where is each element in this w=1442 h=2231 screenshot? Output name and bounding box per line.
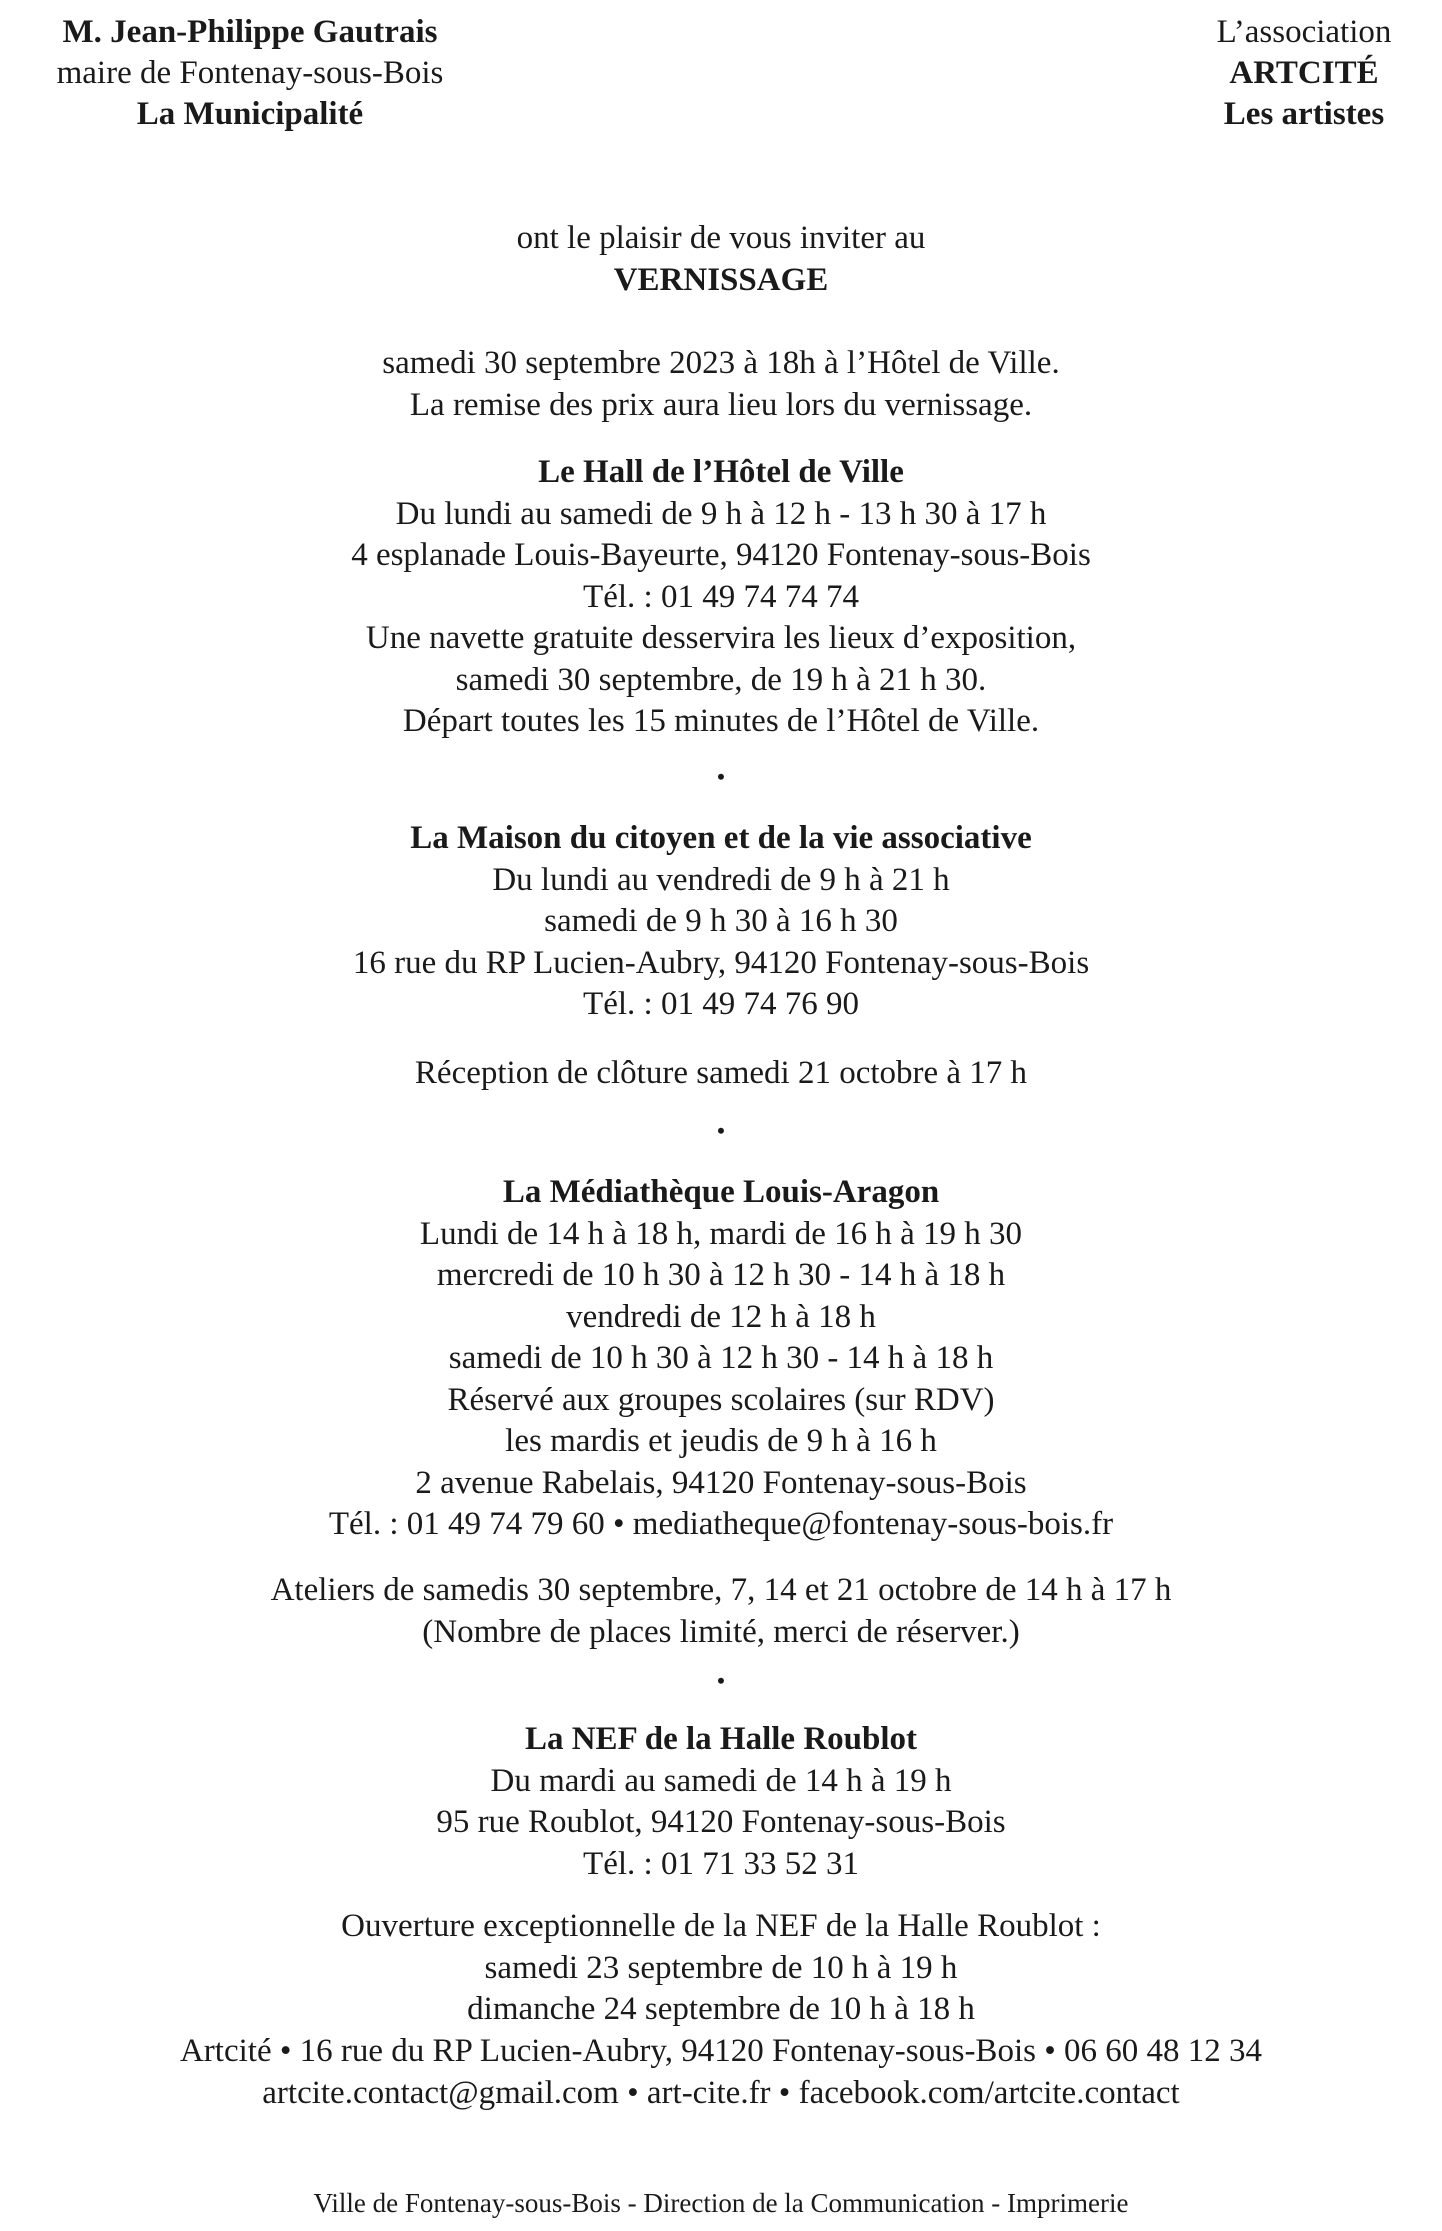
- shuttle-line-2: samedi 30 septembre, de 19 h à 21 h 30.: [455, 661, 987, 698]
- footer-credit: [0, 2183, 1442, 2225]
- nef-section: [0, 1719, 1442, 1885]
- mediatheque-hours-1: Lundi de 14 h à 18 h, mardi de 16 h à 19 h 30: [419, 1215, 1023, 1252]
- separator-dot: •: [717, 1668, 725, 1693]
- association-name: ARTCITÉ: [1229, 55, 1379, 91]
- nef-title: La NEF de la Halle Roublot: [524, 1721, 918, 1757]
- invite-line: ont le plaisir de vous inviter au: [516, 220, 926, 256]
- date-line: samedi 30 septembre 2023 à 18h à l’Hôtel de Ville.: [382, 345, 1060, 381]
- workshops: [0, 1570, 1442, 1653]
- header-right: [1194, 12, 1414, 135]
- mediatheque-contact: Tél. : 01 49 74 79 60 • mediatheque@fontenay-sous-bois.fr: [328, 1506, 1114, 1542]
- closing-reception: [0, 1053, 1442, 1095]
- separator-dot: •: [717, 764, 725, 789]
- separator-dot: •: [717, 1118, 725, 1143]
- maison-address: 16 rue du RP Lucien-Aubry, 94120 Fontenay-sous-Bois: [352, 944, 1090, 981]
- footer-line-1: Artcité • 16 rue du RP Lucien-Aubry, 94120 Fontenay-sous-Bois • 06 60 48 12 34: [179, 2033, 1263, 2069]
- artists-label: Les artistes: [1223, 96, 1385, 132]
- maison-section: [0, 818, 1442, 1026]
- footer-contact: [0, 2031, 1442, 2114]
- nef-phone: Tél. : 01 71 33 52 31: [583, 1845, 859, 1882]
- credit-line: Ville de Fontenay-sous-Bois - Direction de la Communication - Imprimerie: [313, 2188, 1129, 2218]
- vernissage-title: VERNISSAGE: [613, 261, 829, 298]
- hall-address: 4 esplanade Louis-Bayeurte, 94120 Fontenay-sous-Bois: [351, 537, 1091, 573]
- special-line-2: samedi 23 septembre de 10 h à 19 h: [484, 1949, 958, 1986]
- special-line-1: Ouverture exceptionnelle de la NEF de la Halle Roublot :: [341, 1908, 1101, 1944]
- hall-title: Le Hall de l’Hôtel de Ville: [538, 454, 904, 490]
- nef-address: 95 rue Roublot, 94120 Fontenay-sous-Bois: [436, 1804, 1006, 1840]
- maison-hours-2: samedi de 9 h 30 à 16 h 30: [544, 903, 898, 939]
- hall-section: [0, 452, 1442, 743]
- hall-phone: Tél. : 01 49 74 74 74: [583, 578, 859, 615]
- special-line-3: dimanche 24 septembre de 10 h à 18 h: [467, 1991, 975, 2027]
- event-date: [0, 343, 1442, 426]
- mediatheque-hours-2: mercredi de 10 h 30 à 12 h 30 - 14 h à 18 h: [436, 1257, 1006, 1293]
- maison-phone: Tél. : 01 49 74 76 90: [583, 986, 859, 1022]
- workshops-line-2: (Nombre de places limité, merci de réserver.): [422, 1613, 1020, 1650]
- mediatheque-hours-4: samedi de 10 h 30 à 12 h 30 - 14 h à 18 h: [448, 1340, 994, 1376]
- hall-hours: Du lundi au samedi de 9 h à 12 h - 13 h 30 à 17 h: [395, 495, 1047, 532]
- maison-title: La Maison du citoyen et de la vie associative: [410, 820, 1032, 856]
- shuttle-line-3: Départ toutes les 15 minutes de l’Hôtel de Ville.: [402, 703, 1040, 739]
- municipality: La Municipalité: [136, 96, 364, 132]
- header-left: [30, 12, 470, 135]
- mediatheque-section: [0, 1172, 1442, 1546]
- nef-special-opening: [0, 1906, 1442, 2031]
- mediatheque-hours-3: vendredi de 12 h à 18 h: [566, 1298, 876, 1335]
- mayor-name: M. Jean-Philippe Gautrais: [62, 14, 438, 50]
- footer-line-2: artcite.contact@gmail.com • art-cite.fr • facebook.com/artcite.contact: [262, 2074, 1180, 2111]
- groups-line-2: les mardis et jeudis de 9 h à 16 h: [505, 1423, 937, 1459]
- shuttle-line-1: Une navette gratuite desservira les lieux d’exposition,: [365, 620, 1077, 656]
- maison-hours-1: Du lundi au vendredi de 9 h à 21 h: [492, 861, 950, 898]
- invitation: [0, 218, 1442, 301]
- mayor-role: maire de Fontenay-sous-Bois: [56, 55, 444, 91]
- workshops-line-1: Ateliers de samedis 30 septembre, 7, 14 et 21 octobre de 14 h à 17 h: [270, 1572, 1172, 1608]
- association-label: L’association: [1216, 14, 1392, 50]
- mediatheque-title: La Médiathèque Louis-Aragon: [502, 1174, 940, 1210]
- nef-hours: Du mardi au samedi de 14 h à 19 h: [490, 1762, 952, 1799]
- prize-line: La remise des prix aura lieu lors du vernissage.: [409, 386, 1033, 423]
- groups-line-1: Réservé aux groupes scolaires (sur RDV): [447, 1381, 995, 1418]
- mediatheque-address: 2 avenue Rabelais, 94120 Fontenay-sous-Bois: [415, 1464, 1027, 1501]
- closing-line: Réception de clôture samedi 21 octobre à 17 h: [414, 1055, 1028, 1091]
